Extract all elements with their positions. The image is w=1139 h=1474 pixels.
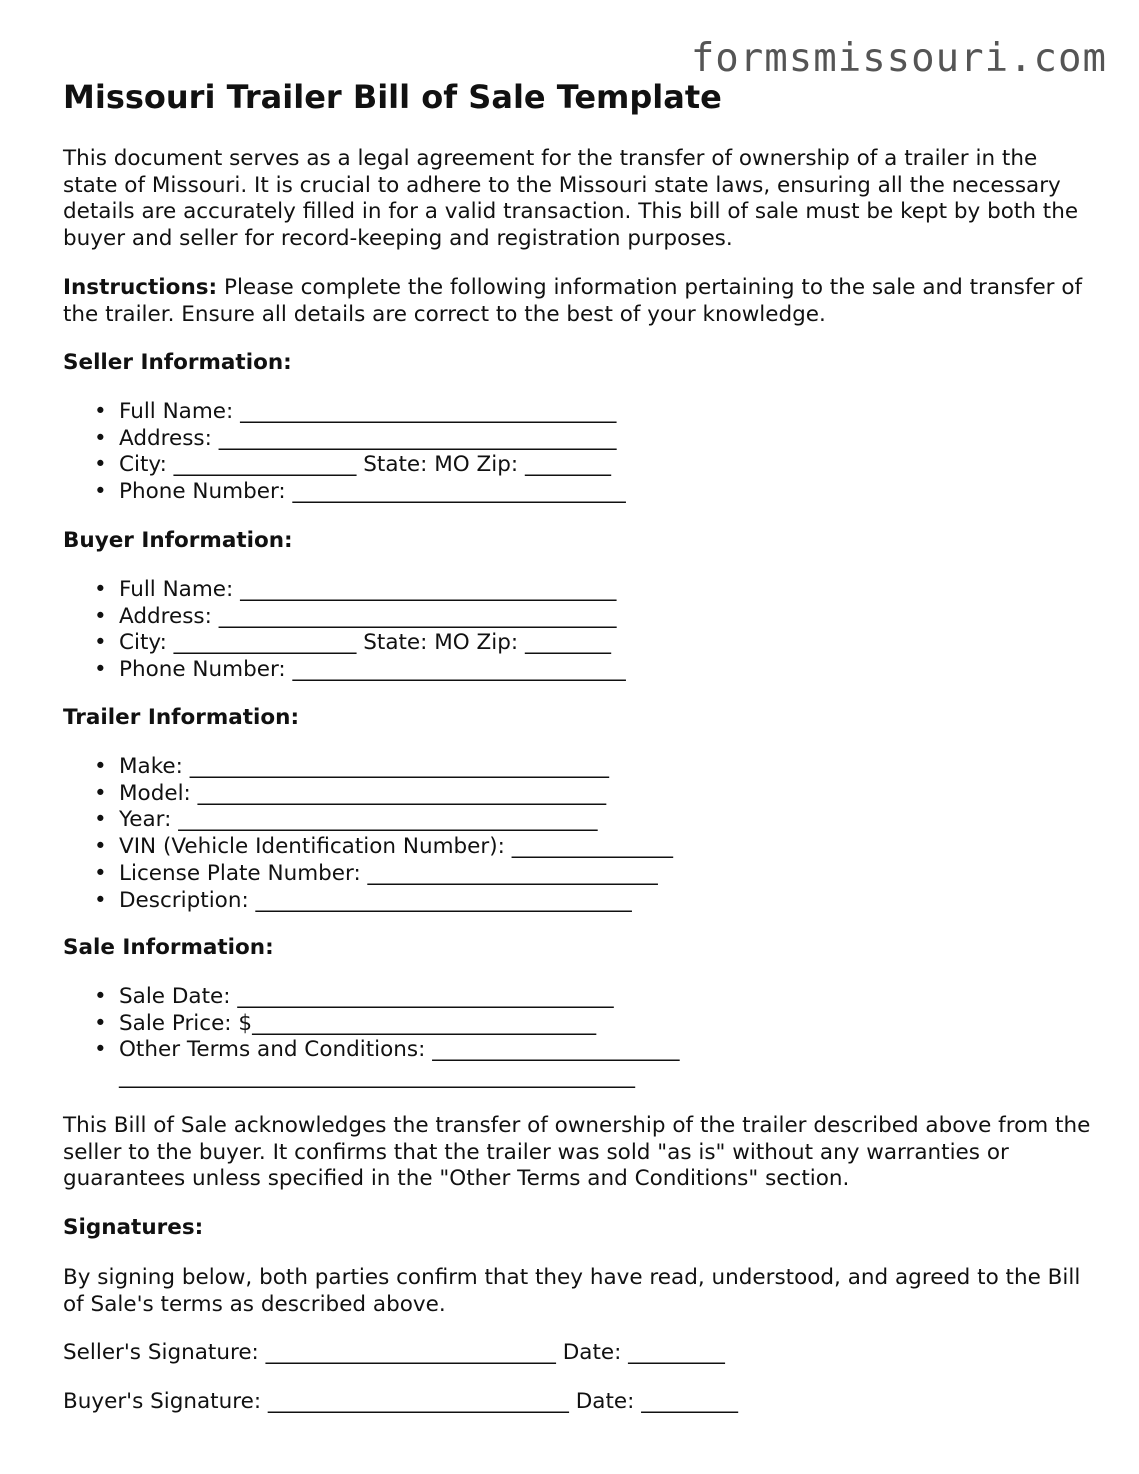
watermark: formsmissouri.com (690, 36, 1107, 81)
sale-fields (63, 984, 679, 1091)
instructions-label: Instructions: (63, 275, 218, 300)
buyer-city-state-zip-field[interactable]: • City: _________________ State: MO Zip: ________ (94, 630, 611, 656)
buyer-full-name-field[interactable]: • Full Name: ___________________________________ (94, 577, 617, 602)
seller-full-name-field[interactable]: • Full Name: ___________________________________ (94, 399, 617, 424)
bullet: • (94, 1010, 107, 1036)
bullet: • (94, 807, 107, 833)
buyer-address-field[interactable]: • Address: _____________________________________ (94, 603, 617, 629)
buyer-phone-field[interactable]: • Phone Number: _______________________________ (94, 657, 626, 683)
signatures-heading: Signatures: (63, 1215, 204, 1240)
trailer-vin-field[interactable]: • VIN (Vehicle Identification Number): _______________ (94, 834, 673, 860)
buyer-fields (63, 577, 626, 684)
intro-paragraph: This document serves as a legal agreement for the transfer of ownership of a trailer in the state of Missouri. It is crucial to adhere to the Missouri state laws, ensuring all the necessary details are accurately filled in for a valid transaction. This bill of sale must be kept by both the buyer and seller for record-keeping and registration purposes. (63, 146, 1079, 252)
signatures-paragraph: By signing below, both parties confirm that they have read, understood, and agreed to the Bill of Sale's terms as described above. (63, 1265, 1081, 1317)
bullet: • (94, 834, 107, 860)
buyer-heading: Buyer Information: (63, 528, 293, 553)
seller-signature-line[interactable]: Seller's Signature: ___________________________ Date: _________ (63, 1340, 725, 1365)
bullet: • (94, 754, 107, 779)
bullet: • (94, 399, 107, 424)
sale-heading: Sale Information: (63, 935, 274, 960)
bullet: • (94, 887, 107, 913)
instructions-text: Please complete the following information pertaining to the sale and transfer of the trailer. Ensure all details are correct to the best of your knowledge. (63, 275, 1083, 327)
trailer-heading: Trailer Information: (63, 705, 300, 730)
sale-other-terms-field[interactable]: • Other Terms and Conditions: _______________________ ________________________________________________ (94, 1037, 680, 1090)
trailer-year-field[interactable]: • Year: _______________________________________ (94, 807, 598, 833)
bullet: • (94, 479, 107, 505)
sale-price-field[interactable]: • Sale Price: $________________________________ (94, 1010, 597, 1036)
bullet: • (94, 630, 107, 656)
seller-fields (63, 399, 626, 506)
instructions-paragraph (63, 275, 1093, 328)
bullet: • (94, 452, 107, 478)
seller-address-field[interactable]: • Address: _____________________________________ (94, 425, 617, 451)
bullet: • (94, 984, 107, 1009)
bullet: • (94, 860, 107, 886)
seller-city-state-zip-field[interactable]: • City: _________________ State: MO Zip: ________ (94, 452, 611, 478)
trailer-make-field[interactable]: • Make: _______________________________________ (94, 754, 609, 779)
acknowledgement-paragraph: This Bill of Sale acknowledges the transfer of ownership of the trailer described above from the seller to the buyer. It confirms that the trailer was sold "as is" without any warranties or guarantees unless specified in the "Other Terms and Conditions" section. (63, 1113, 1091, 1192)
sale-date-field[interactable]: • Sale Date: ___________________________________ (94, 984, 614, 1009)
bullet: • (94, 577, 107, 602)
bullet: • (94, 657, 107, 683)
trailer-fields (63, 754, 673, 914)
seller-phone-field[interactable]: • Phone Number: _______________________________ (94, 479, 626, 505)
trailer-description-field[interactable]: • Description: ___________________________________ (94, 887, 632, 913)
bullet: • (94, 1037, 107, 1063)
bullet: • (94, 780, 107, 806)
trailer-model-field[interactable]: • Model: ______________________________________ (94, 780, 607, 806)
bullet: • (94, 425, 107, 451)
buyer-signature-line[interactable]: Buyer's Signature: ____________________________ Date: _________ (63, 1389, 738, 1414)
bullet: • (94, 603, 107, 629)
page-title: Missouri Trailer Bill of Sale Template (63, 78, 722, 116)
seller-heading: Seller Information: (63, 350, 292, 375)
trailer-license-plate-field[interactable]: • License Plate Number: ___________________________ (94, 860, 658, 886)
